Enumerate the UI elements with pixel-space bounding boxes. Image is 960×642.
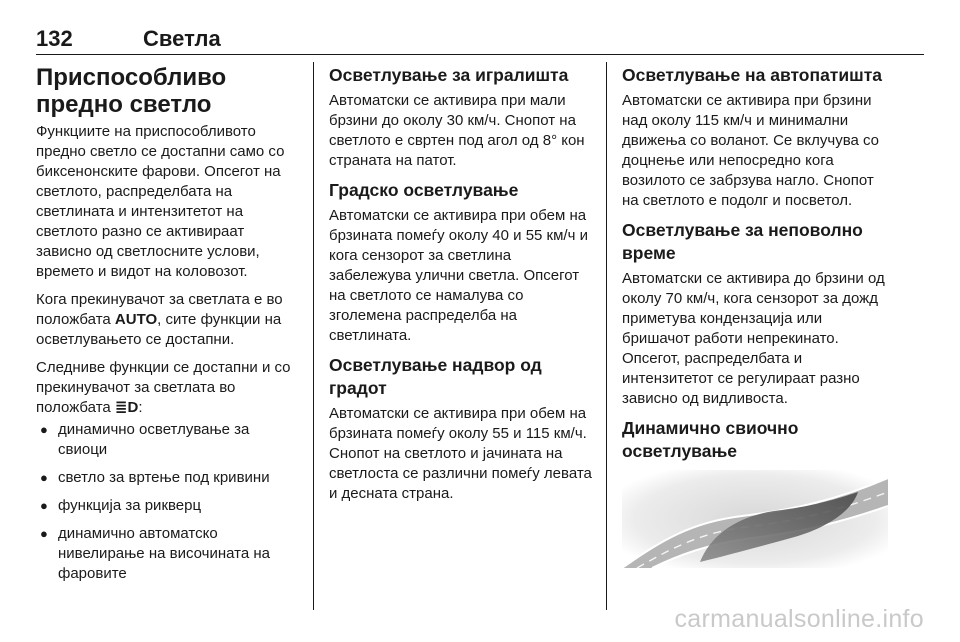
column-1: [36, 64, 302, 592]
column-divider-1: [313, 62, 314, 610]
heading-dynamic-curve-light: Динамично свиочно осветлување: [622, 418, 799, 461]
column-3: [622, 64, 890, 467]
heading-town-light: Градско осветлување: [329, 180, 519, 200]
auto-label: AUTO: [114, 311, 158, 328]
header-rule: [36, 54, 924, 55]
column-2: [329, 64, 597, 512]
list-item: ● динамично автоматско нивелирање на височината на фаровите: [40, 525, 270, 582]
paragraph-bad-weather-light: Автоматски се активира до брзини од околу 70 км/ч, кога сензорот за дожд приметува кондензација или бришачот работи непрекинато. Опсегот, распределбата и интензитетот се регулираат разно зависно од видливоста.: [622, 270, 885, 407]
paragraph-country-light: Автоматски се активира при обем на брзината помеѓу околу 55 и 115 км/ч. Снопот на светлото и јачината на светлоста се различни помеѓу левата и десната страна.: [329, 405, 592, 502]
bullet-icon: ●: [40, 422, 48, 437]
heading-bad-weather-light: Осветлување за неповолно време: [622, 220, 863, 263]
curve-light-illustration: [622, 470, 888, 568]
column-divider-2: [606, 62, 607, 610]
bullet-icon: ●: [40, 470, 48, 485]
list-item: ● светло за вртење под кривини: [40, 469, 270, 486]
function-list: [36, 420, 302, 584]
section-title-adaptive-light: Приспособливо предно светло: [36, 64, 227, 118]
paragraph-intro: Функциите на приспособливото предно светло се достапни само со биксенонските фарови. Опсегот на светлото, распределбата на светлината и интензитетот на светлото разно се активираат зависно од светлосните услови, времето и видот на коловозот.: [36, 123, 285, 280]
heading-country-light: Осветлување надвор од градот: [329, 355, 542, 398]
bullet-icon: ●: [40, 526, 48, 541]
paragraph-motorway-light: Автоматски се активира при брзини над околу 115 км/ч и минимални движења со воланот. Се вклучува со доцнење или непосредно кога возилото се забрзува нагло. Снопот на светлото е подолг и посветол.: [622, 92, 880, 209]
heading-playground-light: Осветлување за игралишта: [329, 65, 569, 85]
paragraph-playground-light: Автоматски се активира при мали брзини до околу 30 км/ч. Снопот на светлото е свртен под агол од 8° кон страната на патот.: [329, 92, 585, 169]
paragraph-auto: Кога прекинувачот за светлата е во положбата AUTO, сите функции на осветлувањето се достапни.: [36, 291, 283, 348]
list-item: ● функција за рикверц: [40, 497, 202, 514]
paragraph-functions: Следниве функции се достапни и со прекинувачот за светлата во положбата ≣D:: [36, 359, 291, 416]
low-beam-icon: ≣D: [114, 399, 139, 416]
paragraph-town-light: Автоматски се активира при обем на брзината помеѓу околу 40 и 55 км/ч и кога сензорот за светлина забележува улични светла. Опсегот на светлото се намалува со зголемена распределба на светлината.: [329, 207, 588, 344]
page-header: [36, 22, 924, 56]
chapter-title: Светла: [143, 26, 221, 51]
list-item: ● динамично осветлување за свиоци: [40, 421, 250, 458]
watermark: carmanualsonline.info: [674, 605, 924, 633]
page-number: 132: [36, 26, 73, 51]
heading-motorway-light: Осветлување на автопатишта: [622, 65, 883, 85]
bullet-icon: ●: [40, 498, 48, 513]
